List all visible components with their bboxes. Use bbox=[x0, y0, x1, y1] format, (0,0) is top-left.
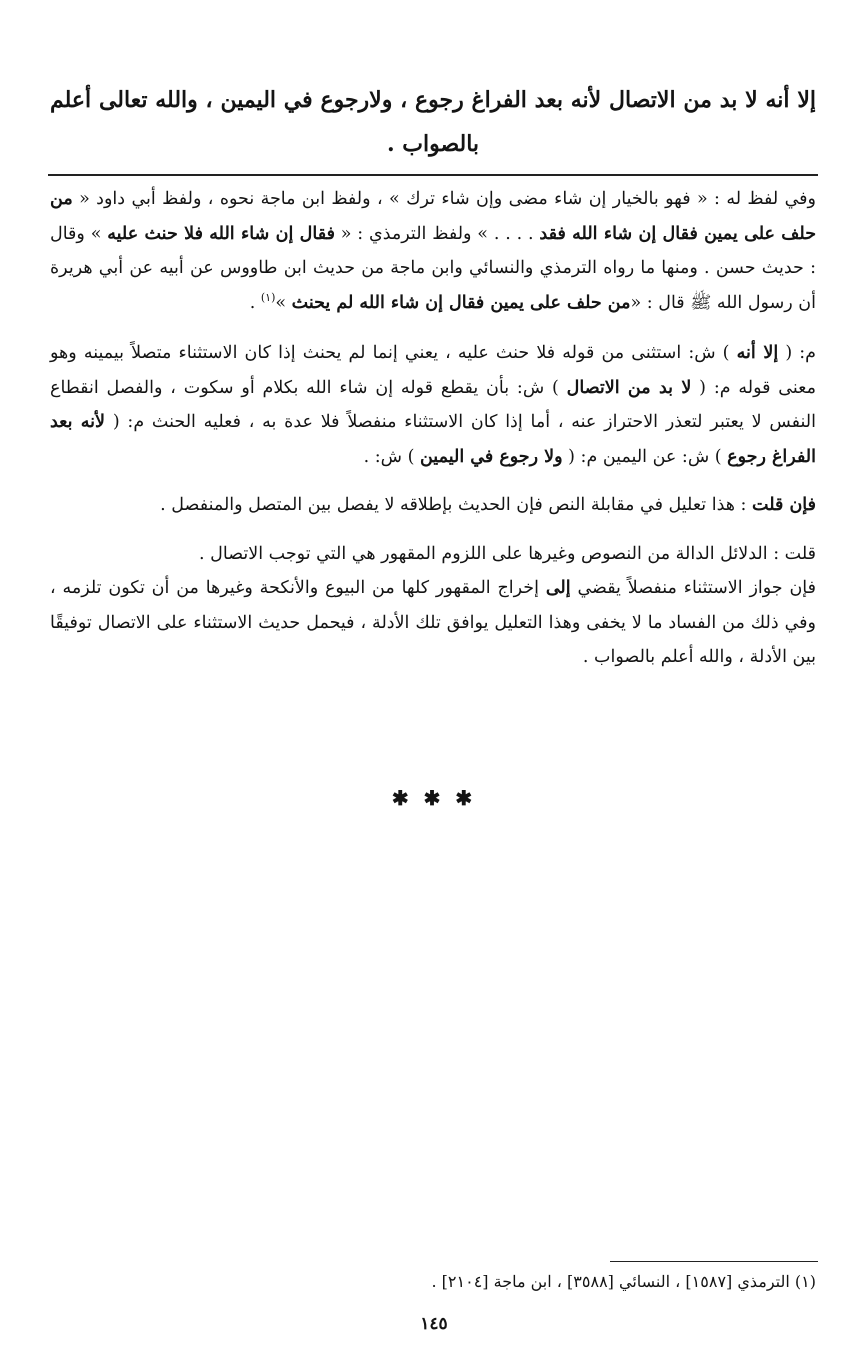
text-run: م: ( bbox=[778, 343, 816, 363]
text-run: . bbox=[249, 292, 261, 313]
text-run: . . . . » ولفظ الترمذي : « bbox=[334, 223, 540, 244]
text-run: » وقال : حديث حسن . ومنها ما رواه الترمذي والنسائي وابن ماجة من حديث ابن طاووس عن أبيه عن أبي هريرة أن رسول الله ﷺ قال : « bbox=[50, 223, 816, 313]
text-run-bold: إلى bbox=[545, 578, 571, 598]
text-run: فإن جواز الاستثناء منفصلاً يقضي bbox=[570, 578, 817, 598]
text-run: ) ش: عن اليمين م: ( bbox=[562, 446, 728, 467]
commentary-paragraph-hadith bbox=[50, 182, 816, 320]
text-run: » bbox=[275, 292, 292, 313]
text-run: وفي لفظ له : « فهو بالخيار إن شاء مضى وإن شاء ترك » ، ولفظ ابن ماجة نحوه ، ولفظ أبي داود « bbox=[72, 189, 816, 209]
matn-quote: لا بد من الاتصال bbox=[566, 377, 692, 398]
quoted-hadith: من حلف على يمين فقال إن شاء الله لم يحنث bbox=[291, 292, 631, 313]
commentary-paragraph-answer bbox=[50, 537, 816, 572]
commentary-paragraph-objection bbox=[50, 488, 816, 523]
matn-text: إلا أنه لا بد من الاتصال لأنه بعد الفراغ رجوع ، ولارجوع في اليمين ، والله تعالى أعلم بالصواب . bbox=[50, 87, 817, 157]
commentary-paragraph-explanation bbox=[50, 336, 816, 474]
text-run: ) ش: استثنى من قوله فلا حنث عليه ، يعني إنما لم يحنث إذا كان الاستثناء متصلاً بيمينه وهو معنى قوله م: ( bbox=[50, 343, 816, 398]
matn-divider bbox=[48, 174, 818, 176]
footnote-reference: (١) bbox=[260, 290, 276, 304]
quoted-hadith: من حلف على يمين فقال إن شاء الله فقد bbox=[50, 189, 817, 244]
quoted-hadith: فقال إن شاء الله فلا حنث عليه bbox=[107, 223, 335, 244]
commentary bbox=[50, 182, 816, 689]
text-run: قلت : الدلائل الدالة من النصوص وغيرها على اللزوم المقهور هي التي توجب الاتصال . bbox=[199, 543, 816, 564]
text-run: ) ش: . bbox=[363, 446, 420, 467]
section-separator: ✱ ✱ ✱ bbox=[391, 786, 477, 810]
matn-quote: إلا أنه bbox=[736, 343, 779, 363]
commentary-paragraph-conclusion bbox=[50, 571, 816, 675]
matn-quote: لأنه بعد الفراغ رجوع bbox=[50, 412, 816, 467]
footnote: (١) الترمذي [١٥٨٧] ، النسائي [٣٥٨٨] ، ابن ماجة [٢١٠٤] . bbox=[431, 1272, 816, 1291]
matn-quote: ولا رجوع في اليمين bbox=[419, 446, 563, 467]
text-run: : هذا تعليل في مقابلة النص فإن الحديث بإطلاقه لا يفصل بين المتصل والمنفصل . bbox=[160, 495, 753, 515]
text-run: إخراج المقهور كلها من البيوع والأنكحة وغيرها من أن تكون تلزمه ، وفي ذلك من الفساد ما لا يخفى وهذا التعليل يوافق تلك الأدلة ، فيحمل حديث الاستثناء على الاتصال توفيقًا بين الأدلة ، والله أعلم بالصواب . bbox=[50, 578, 816, 667]
page-number: ١٤٥ bbox=[420, 1314, 448, 1334]
objection-label: فإن قلت bbox=[752, 495, 816, 515]
footnote-divider bbox=[610, 1261, 818, 1262]
text-run: ) ش: بأن يقطع قوله إن شاء الله بكلام أو سكوت ، والفصل انقطاع النفس لا يعتبر لتعذر الاحتراز عنه ، أما إذا كان الاستثناء منفصلاً فلا عدة به ، فعليه الحنث م: ( bbox=[50, 377, 816, 432]
